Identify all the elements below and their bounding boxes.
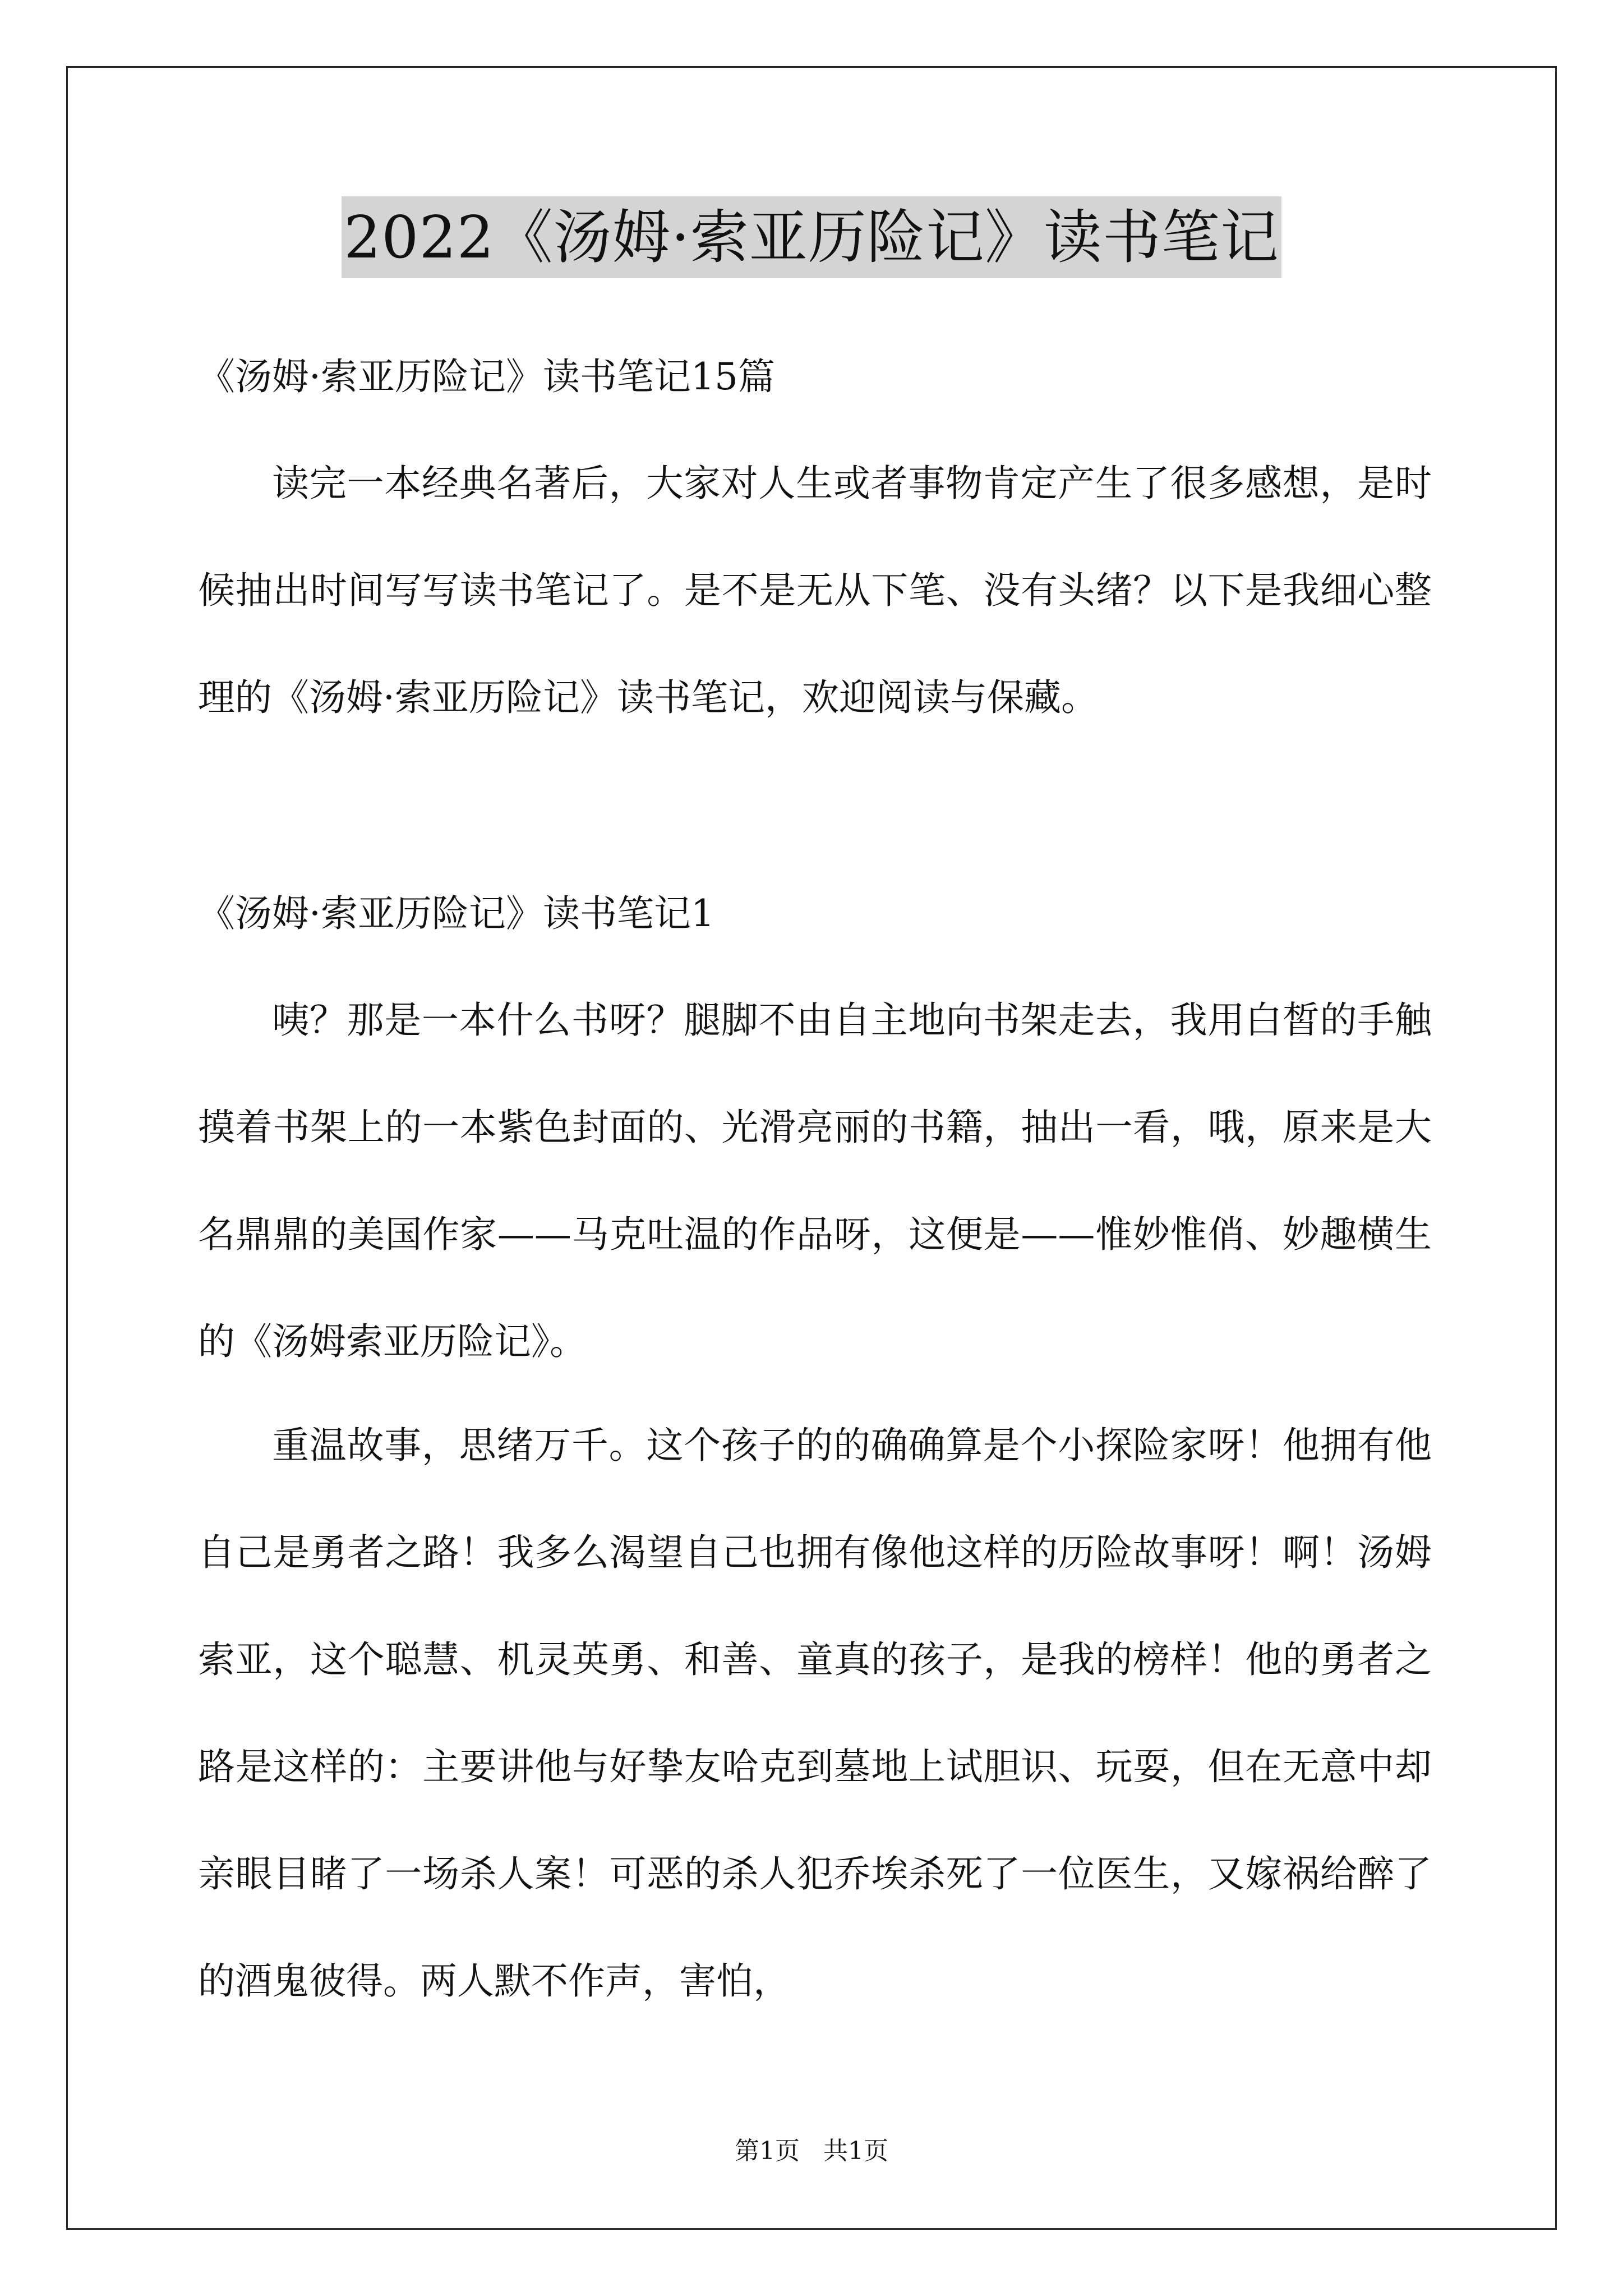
page-footer: 第1页 共1页 bbox=[735, 2137, 888, 2165]
body-paragraph-2: 重温故事，思绪万千。这个孩子的的确确算是个小探险家呀！他拥有他自己是勇者之路！我多么渴望自己也拥有像他这样的历险故事呀！啊！汤姆索亚，这个聪慧、机灵英勇、和善、童真的孩子，是我的榜样！他的勇者之路是这样的：主要讲他与好挚友哈克到墓地上试胆识、玩耍，但在无意中却亲眼目睹了一场杀人案！可恶的杀人犯乔埃杀死了一位医生，又嫁祸给醉了的酒鬼彼得。两人默不作声，害怕， bbox=[198, 1424, 1432, 2003]
section-heading: 《汤姆·索亚历险记》读书笔记1 bbox=[198, 892, 714, 935]
document-subtitle: 《汤姆·索亚历险记》读书笔记15篇 bbox=[198, 355, 775, 398]
body-paragraph-1: 咦？那是一本什么书呀？腿脚不由自主地向书架走去，我用白皙的手触摸着书架上的一本紫色封面的、光滑亮丽的书籍，抽出一看，哦，原来是大名鼎鼎的美国作家——马克吐温的作品呀，这便是——惟妙惟俏、妙趣横生的《汤姆索亚历险记》。 bbox=[198, 999, 1432, 1363]
title-container bbox=[0, 196, 1623, 278]
page-title: 2022《汤姆·索亚历险记》读书笔记 bbox=[342, 196, 1281, 278]
intro-paragraph: 读完一本经典名著后，大家对人生或者事物肯定产生了很多感想，是时候抽出时间写写读书笔记了。是不是无从下笔、没有头绪？以下是我细心整理的《汤姆·索亚历险记》读书笔记，欢迎阅读与保藏。 bbox=[198, 462, 1432, 719]
